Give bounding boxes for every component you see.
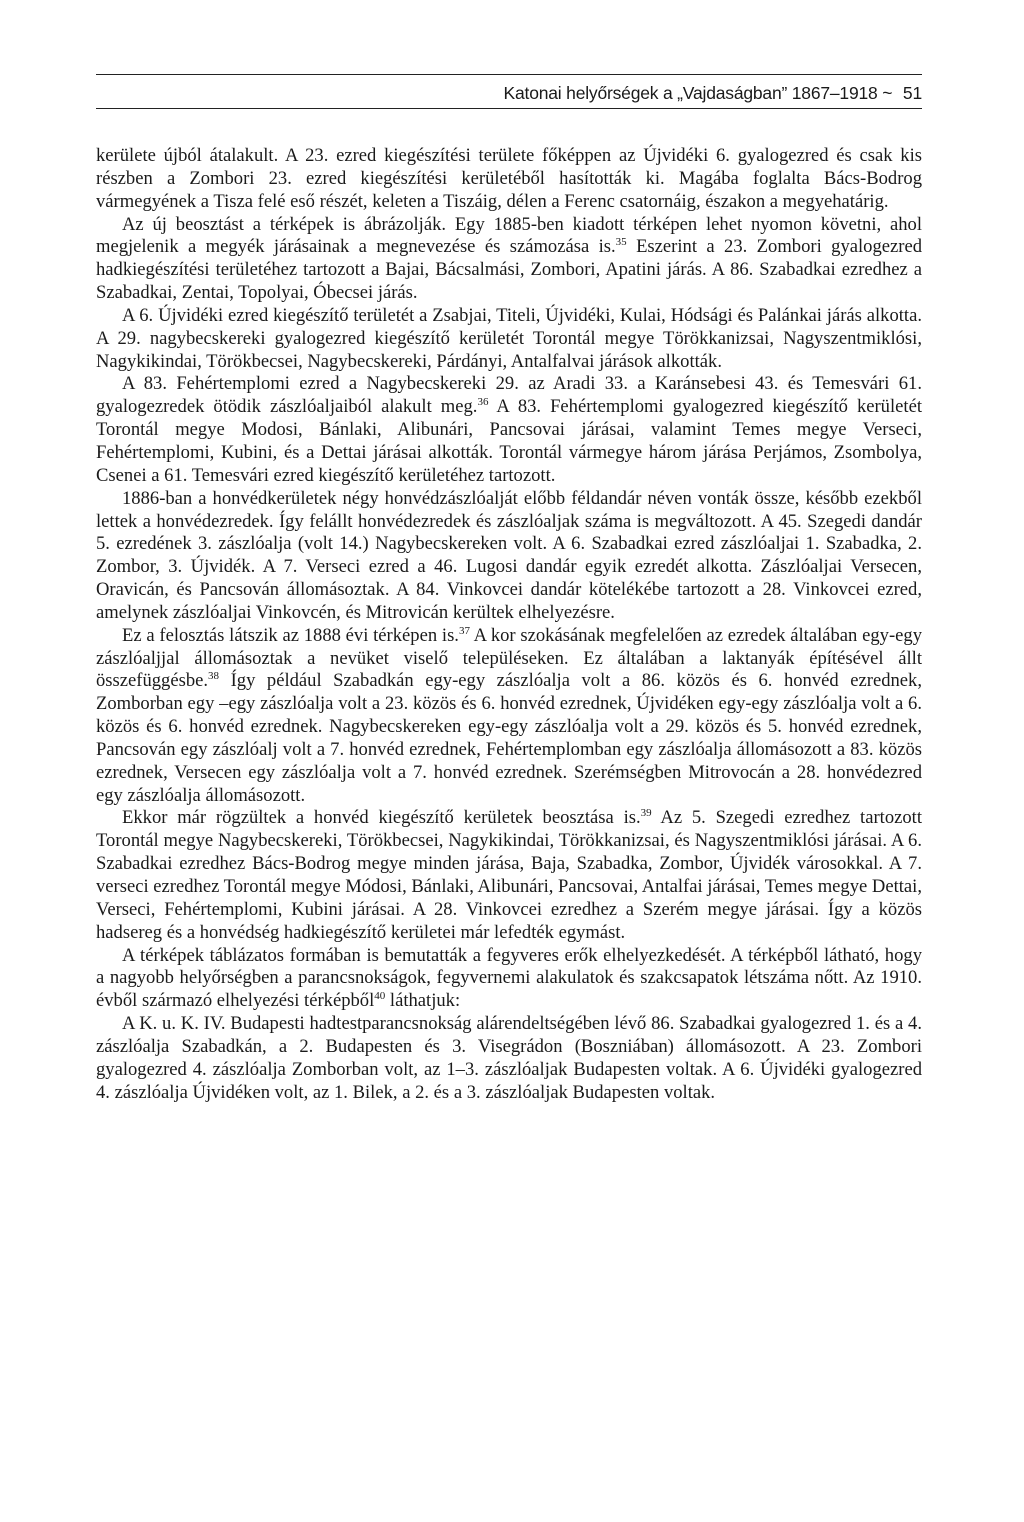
paragraph-text: kerülete újból átalakult. A 23. ezred kiegészítési területe főképpen az Újvidéki 6. gyalogezred és csak kis részben a Zombori 23. ezred kiegészítési kerületéből hasították ki. Magába foglalta Bács-Bodrog vármegyének a Tisza felé eső részét, keleten a Tiszáig, délen a Ferenc csatornáig, északon a megyehatárig. bbox=[96, 145, 922, 212]
paragraph-text: Így például Szabadkán egy-egy zászlóalja volt a 86. közös és 6. honvéd ezrednek, Zomborban egy –egy zászlóalja volt a 23. közös és 6. honvéd ezrednek, Újvidéken egy-egy zászlóalja volt a 6. közös és 6. honvéd ezrednek. Nagybecskereken egy-egy zászlóalja volt a 29. közös és 5. honvéd ezrednek, Pancsován egy zászlóalj volt a 7. honvéd ezrednek, Fehértemplomban egy zászlóalja állomásozott a 83. közös ezrednek, Versecen egy zászlóalja volt a 7. honvéd ezrednek. Szerémségben Mitrovocán a 28. honvédezred egy zászlóalja állomásozott. bbox=[96, 670, 922, 806]
paragraph bbox=[96, 305, 922, 374]
paragraph-text: A K. u. K. IV. Budapesti hadtestparancsnokság alárendeltségében lévő 86. Szabadkai gyalogezred 1. és a 4. zászlóalja Szabadkán, a 2. Budapesten és 3. Visegrádon (Boszniában) állomásozott. A 23. Zombori gyalogezred 4. zászlóalja Zomborban volt, az 1–3. zászlóaljak Budapesten voltak. A 6. Újvidéki gyalogezred 4. zászlóalja Újvidéken volt, az 1. Bilek, a 2. és a 3. zászlóaljak Budapesten voltak. bbox=[96, 1013, 922, 1103]
running-header bbox=[96, 74, 922, 109]
page-number: 51 bbox=[902, 83, 922, 103]
paragraph-text: Az 5. Szegedi ezredhez tartozott Torontál megye Nagybecskereki, Törökbecsei, Nagykikindai, Törökkanizsai, és Nagyszentmiklósi járásai. A 6. Szabadkai ezredhez Bács-Bodrog megye minden járása, Baja, Szabadka, Zombor, Újvidék városokkal. A 7. verseci ezredhez Torontál megye Módosi, Bánlaki, Alibunári, Pancsovai, Antalfai járásai, Temes megye Dettai, Verseci, Fehértemplomi, Kubini járásai. A 28. Vinkovcei ezredhez a Szerém megye járásai. Így a közös hadsereg és a honvédség hadkiegészítő kerületei már lefedték egymást. bbox=[96, 807, 922, 943]
paragraph-text: Az új beosztást a térképek is ábrázolják. Egy 1885-ben kiadott térképen lehet nyomon követni, ahol megjelenik a megyék járásainak a megnevezése és számozása is. bbox=[96, 213, 922, 258]
footnote-ref: 38 bbox=[208, 670, 220, 683]
paragraph-text: A térképek táblázatos formában is bemutatták a fegyveres erők elhelyezkedését. A térképből látható, hogy a nagyobb helyőrségben a parancsnokságok, fegyvernemi alakulatok és szakcsapatok létszáma nőtt. Az 1910. évből származó elhelyezési térképből bbox=[96, 944, 922, 1012]
paragraph-text: Ez a felosztás látszik az 1888 évi térképen is. bbox=[122, 624, 459, 646]
paragraph-text: A 83. Fehértemplomi ezred a Nagybecskereki 29. az Aradi 33. a Karánsebesi 43. és Temesvári 61. gyalogezredek ötödik zászlóaljaiból alakult meg. bbox=[96, 373, 922, 418]
paragraph-text: 1886-ban a honvédkerületek négy honvédzászlóalját előbb féldandár néven vonták össze, később ezekből lettek a honvédezredek. Így felállt honvédezredek és zászlóaljak száma is megváltozott. A 45. Szegedi dandár 5. ezredének 3. zászlóalja (volt 14.) Nagybecskereken volt. A 6. Szabadkai ezred zászlóaljai 1. Szabadka, 2. Zombor, 3. Újvidék. A 7. Verseci ezred a 46. Lugosi dandár egyik ezredét alkotta. Zászlóaljai Versecen, Oravicán, és Pancsován állomásoztak. A 84. Vinkovcei dandár kötelékébe tartozott a 28. Vinkovcei ezred, amelynek zászlóaljai Vinkovcén, és Mitrovicán kerültek elhelyezésre. bbox=[96, 487, 922, 623]
paragraph bbox=[96, 145, 922, 214]
paragraph bbox=[96, 214, 922, 305]
paragraph-text: A kor szokásának megfelelően az ezredek általában egy-egy zászlóaljjal állomásoztak a nevüket viselő településeken. Ez általában a laktanyák építésével állt összefüggésbe. bbox=[96, 624, 922, 692]
paragraph-text: láthatjuk: bbox=[385, 990, 461, 1012]
footnote-ref: 37 bbox=[458, 624, 470, 637]
paragraph bbox=[96, 488, 922, 625]
footnote-ref: 39 bbox=[640, 807, 652, 820]
paragraph-text: Eszerint a 23. Zombori gyalogezred hadkiegészítési területéhez tartozott a Bajai, Bácsalmási, Zombori, Apatini járás. A 86. Szabadkai ezredhez a Szabadkai, Zentai, Topolyai, Óbecsei járás. bbox=[96, 236, 922, 304]
paragraph bbox=[96, 625, 922, 808]
body-text bbox=[96, 145, 922, 1104]
paragraph bbox=[96, 373, 922, 487]
footnote-ref: 35 bbox=[615, 236, 627, 249]
paragraph bbox=[96, 945, 922, 1014]
paragraph bbox=[96, 807, 922, 944]
paragraph-text: Ekkor már rögzültek a honvéd kiegészítő kerületek beosztása is. bbox=[122, 807, 641, 829]
paragraph-text: A 83. Fehértemplomi gyalogezred kiegészítő kerületét Torontál megye Modosi, Bánlaki, Alibunári, Pancsovai járásai, valamint Temes megye Verseci, Fehértemplomi, Kubini, és a Dettai járásai alkották. Torontál vármegye három járása Perjámos, Zsombolya, Csenei a 61. Temesvári ezred kiegészítő kerületéhez tartozott. bbox=[96, 396, 922, 486]
footnote-ref: 40 bbox=[374, 990, 386, 1003]
paragraph-text: A 6. Újvidéki ezred kiegészítő területét a Zsabjai, Titeli, Újvidéki, Kulai, Hódsági és Palánkai járás alkotta. A 29. nagybecskereki gyalogezred kiegészítő kerületét Torontál megye Törökkanizsai, Nagyszentmiklósi, Nagykikindai, Törökbecsei, Nagybecskereki, Párdányi, Antalfalvai járások alkották. bbox=[96, 304, 922, 372]
footnote-ref: 36 bbox=[477, 396, 489, 409]
running-title: Katonai helyőrségek a „Vajdaságban” 1867–1918 ~ bbox=[503, 83, 893, 103]
paragraph bbox=[96, 1013, 922, 1104]
page bbox=[96, 74, 922, 1104]
